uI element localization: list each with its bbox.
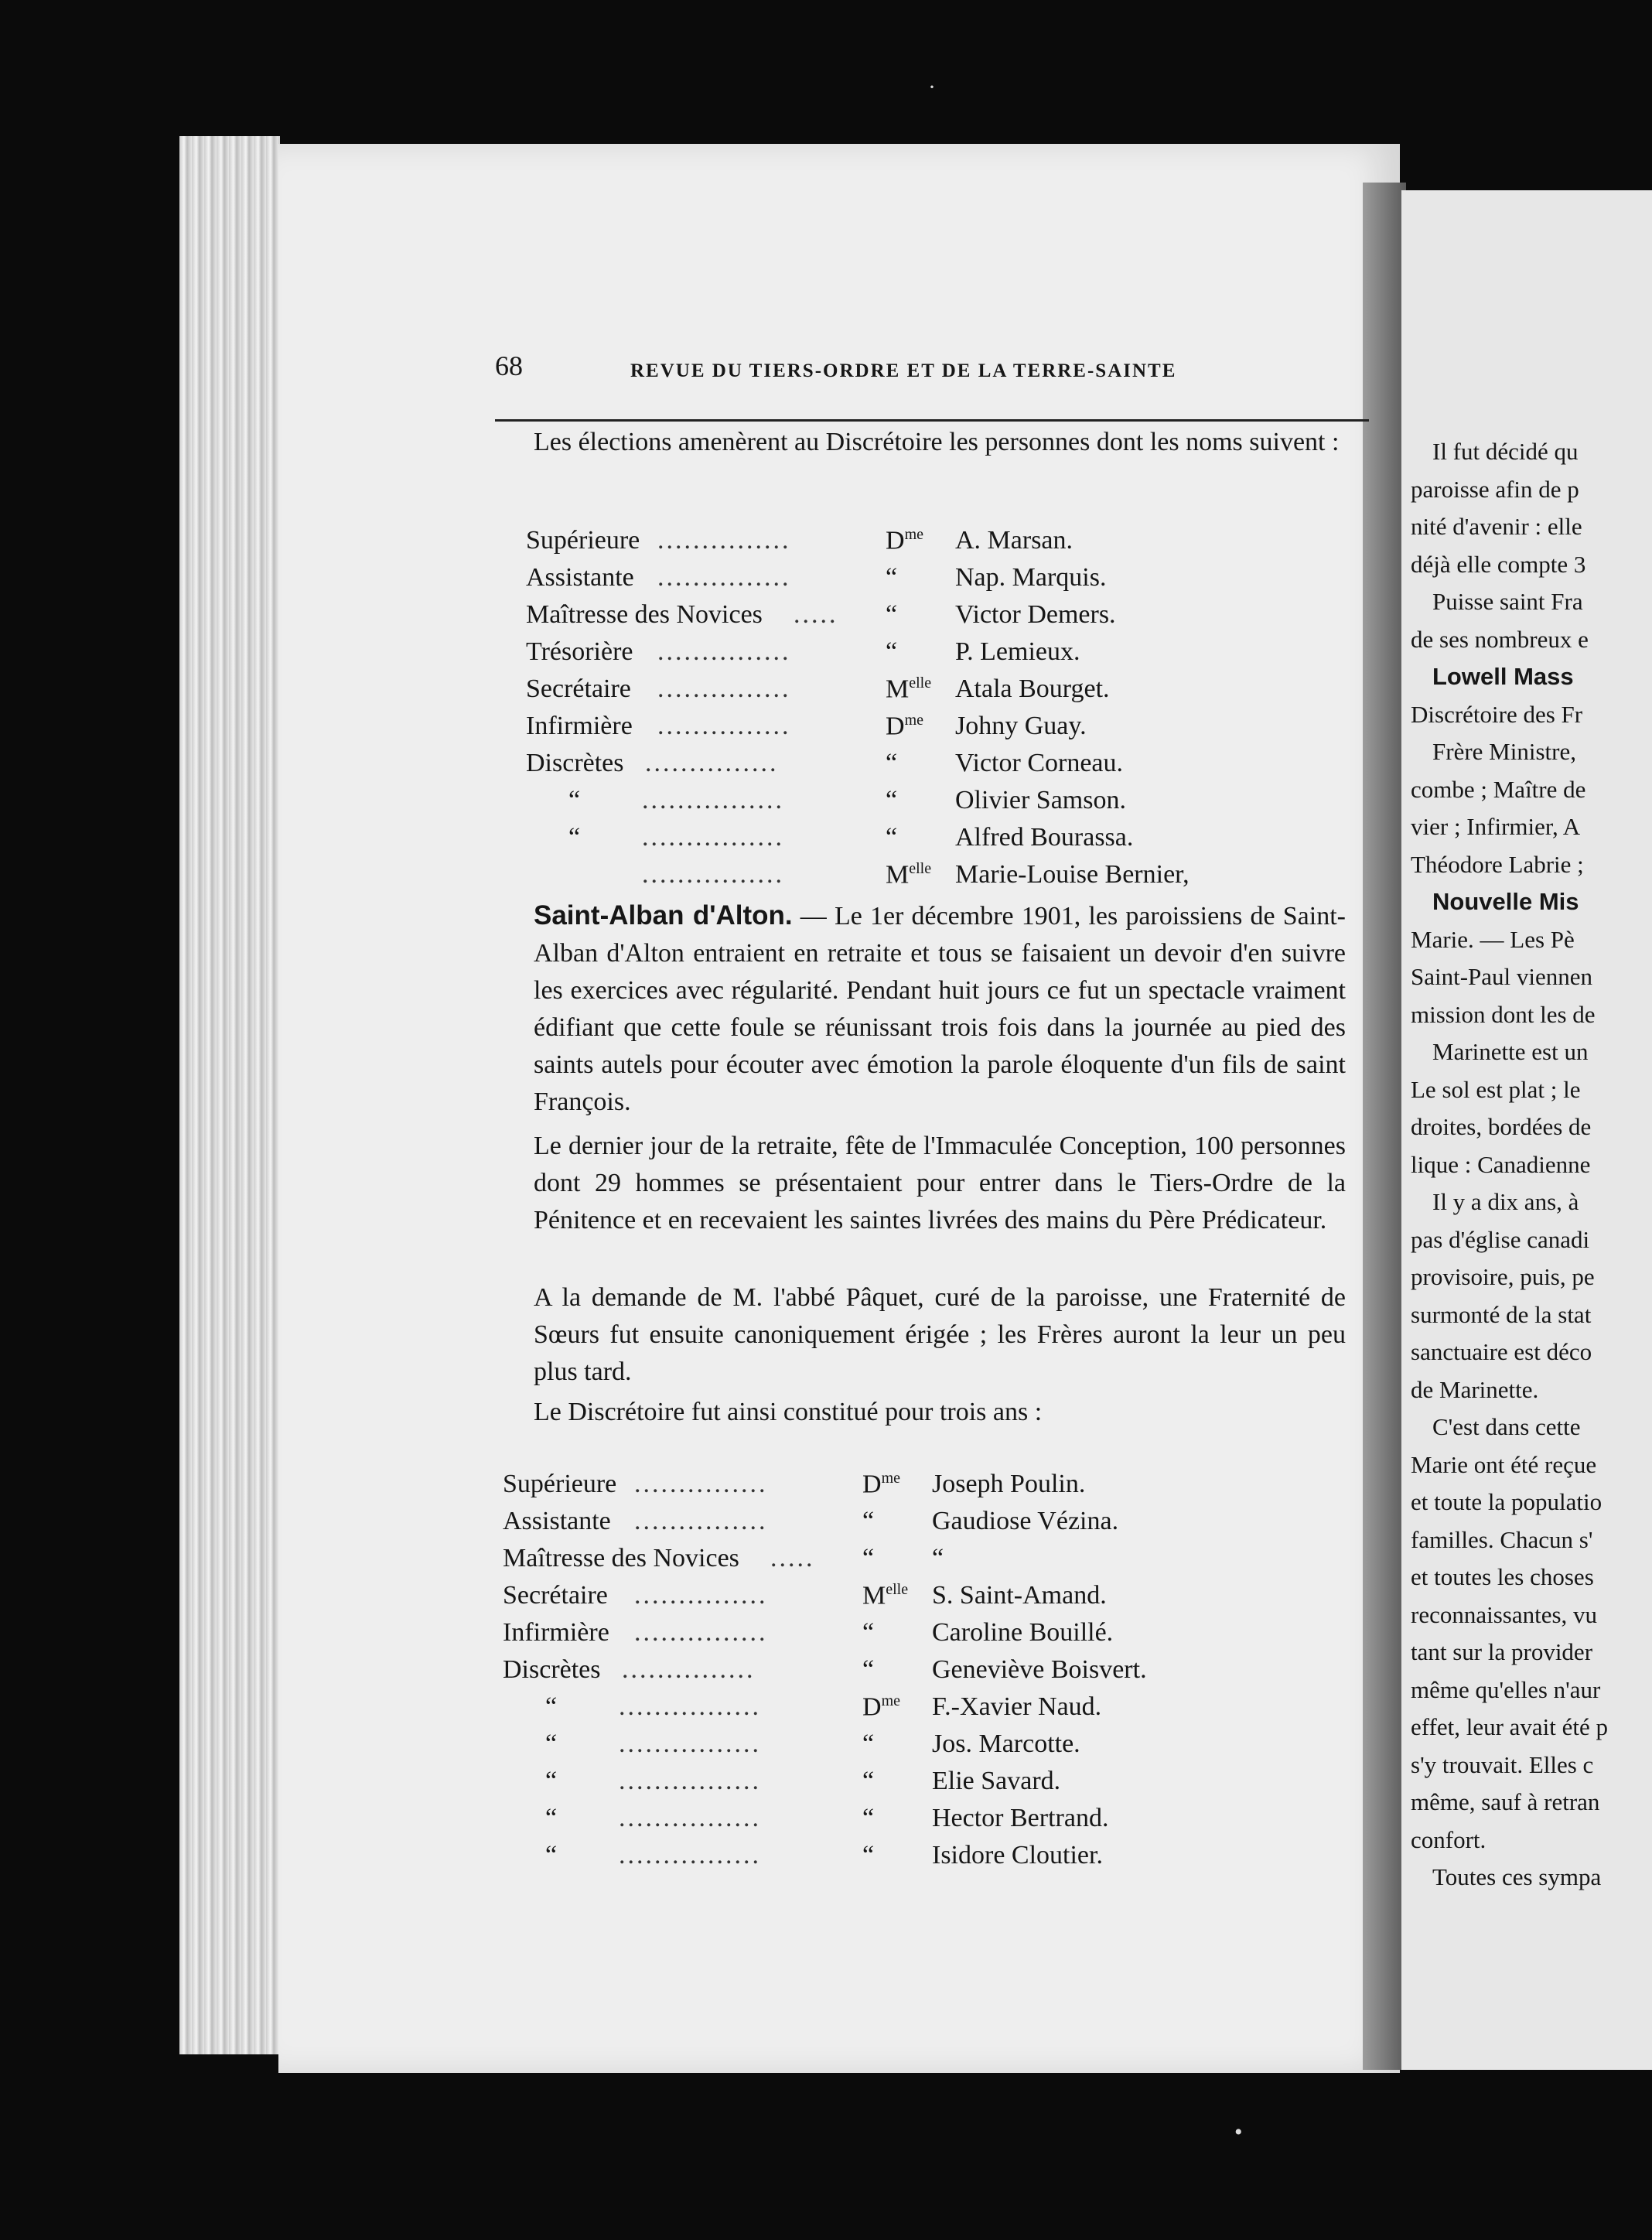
office-title: Assistante [526, 563, 634, 592]
right-page-line: Nouvelle Mis [1432, 888, 1579, 915]
office-row [526, 674, 1222, 712]
person-name: Johny Guay. [955, 712, 1087, 740]
intro-text: Les élections amenèrent au Discrétoire les personnes dont les noms suivent : [534, 428, 1340, 456]
dot-leader: ............... [657, 526, 791, 555]
right-page-line: Saint-Paul viennen [1411, 963, 1593, 990]
dot-leader: ................ [619, 1767, 761, 1795]
right-page-line: de Marinette. [1411, 1375, 1539, 1403]
dot-leader: ................ [619, 1841, 761, 1870]
person-name: Marie-Louise Bernier, [955, 860, 1190, 889]
right-page-line: provisoire, puis, pe [1411, 1263, 1595, 1290]
honorific: “ [862, 1804, 875, 1832]
right-page-line: familles. Chacun s' [1411, 1525, 1593, 1553]
person-name: Joseph Poulin. [932, 1470, 1086, 1498]
office-row [503, 1841, 1199, 1878]
office-title: Trésorière [526, 637, 633, 666]
honorific: “ [886, 749, 898, 777]
page-header [495, 350, 1377, 396]
right-page-line: de ses nombreux e [1411, 625, 1589, 653]
saint-alban-p1-text: — Le 1er décembre 1901, les paroissiens de Saint-Alban d'Alton entraient en retraite et tous se faisaient un devoir d'en suivre les exercices avec régularité. Pendant huit jours ce fut un spectacle vraiment édifiant que cette foule se réunissant trois fois dans la journée au pied des saints autels pour écouter avec émotion la parole éloquente d'un fils de saint François. [534, 902, 1346, 1116]
person-name: Nap. Marquis. [955, 563, 1107, 592]
right-page-line: déjà elle compte 3 [1411, 550, 1586, 578]
right-page [1401, 190, 1652, 2070]
saint-alban-paragraph-3 [503, 1279, 1346, 1391]
dot-leader: ............... [634, 1618, 768, 1647]
office-title: “ [568, 786, 581, 814]
person-name: S. Saint-Amand. [932, 1581, 1107, 1610]
honorific: “ [862, 1767, 875, 1795]
office-row [526, 786, 1222, 823]
honorific: “ [886, 563, 898, 592]
office-row [526, 712, 1222, 749]
film-speck: · [928, 74, 936, 100]
honorific: “ [886, 637, 898, 666]
right-page-line: pas d'église canadi [1411, 1225, 1590, 1253]
right-page-line: Il y a dix ans, à [1432, 1188, 1579, 1215]
office-title: “ [545, 1692, 558, 1721]
office-title: “ [568, 823, 581, 852]
honorific: $D^{me}$ [886, 712, 923, 741]
running-title: REVUE DU TIERS-ORDRE ET DE LA TERRE-SAINTE [630, 360, 1177, 381]
person-name: Gaudiose Vézina. [932, 1507, 1119, 1535]
honorific: “ [862, 1730, 875, 1758]
page-number: 68 [495, 350, 523, 381]
dot-leader: ..... [770, 1544, 815, 1572]
office-row [526, 600, 1222, 637]
person-name: A. Marsan. [955, 526, 1073, 555]
person-name: Isidore Cloutier. [932, 1841, 1103, 1870]
dot-leader: ............... [634, 1470, 768, 1498]
office-row [503, 1581, 1199, 1618]
right-page-line: paroisse afin de p [1411, 475, 1579, 503]
office-title: Assistante [503, 1507, 611, 1535]
honorific: “ [862, 1655, 875, 1684]
office-title: “ [545, 1767, 558, 1795]
right-page-line: nité d'avenir : elle [1411, 513, 1582, 540]
right-page-line: reconnaissantes, vu [1411, 1600, 1598, 1628]
saint-alban-paragraph-1 [503, 897, 1346, 1121]
person-name: F.-Xavier Naud. [932, 1692, 1102, 1721]
office-row [526, 526, 1222, 563]
book-gutter [1363, 183, 1406, 2070]
office-row [526, 823, 1222, 860]
right-page-line: combe ; Maître de [1411, 775, 1586, 803]
right-page-line: Marie ont été reçue [1411, 1450, 1597, 1478]
honorific: $M^{elle}$ [862, 1581, 909, 1610]
person-name: Geneviève Boisvert. [932, 1655, 1147, 1684]
saint-alban-p2-text: Le dernier jour de la retraite, fête de l'Immaculée Conception, 100 personnes dont 29 hommes se présentaient pour entrer dans le Tiers-Ordre de la Pénitence et en recevaient les saintes livrées des mains du Père Prédicateur. [534, 1132, 1346, 1234]
honorific: “ [862, 1544, 875, 1572]
honorific: $M^{elle}$ [886, 860, 932, 890]
person-name: “ [932, 1544, 944, 1572]
person-name: Olivier Samson. [955, 786, 1126, 814]
dot-leader: ............... [657, 637, 791, 666]
header-rule [495, 419, 1369, 422]
office-row [503, 1804, 1199, 1841]
honorific: “ [886, 600, 898, 629]
dot-leader: ............... [657, 712, 791, 740]
office-title: Maîtresse des Novices [526, 600, 763, 629]
honorific: “ [886, 786, 898, 814]
person-name: Caroline Bouillé. [932, 1618, 1114, 1647]
right-page-line: Toutes ces sympa [1432, 1863, 1602, 1890]
right-page-line: lique : Canadienne [1411, 1150, 1591, 1178]
office-row [503, 1544, 1199, 1581]
office-row [503, 1507, 1199, 1544]
honorific: $D^{me}$ [862, 1692, 900, 1722]
dot-leader: ................ [619, 1692, 761, 1721]
office-row [503, 1730, 1199, 1767]
dot-leader: ................ [619, 1730, 761, 1758]
person-name: Hector Bertrand. [932, 1804, 1109, 1832]
section-heading-saint-alban: Saint-Alban d'Alton. [534, 900, 793, 930]
office-title: “ [545, 1730, 558, 1758]
office-title: Discrètes [503, 1655, 601, 1684]
office-row [526, 749, 1222, 786]
person-name: P. Lemieux. [955, 637, 1080, 666]
office-row [503, 1767, 1199, 1804]
dot-leader: ................ [642, 786, 784, 814]
honorific: $D^{me}$ [886, 526, 923, 555]
dot-leader: ................ [642, 823, 784, 852]
right-page-line: même qu'elles n'aur [1411, 1675, 1601, 1703]
right-page-line: Frère Ministre, [1432, 738, 1576, 765]
office-title: Discrètes [526, 749, 624, 777]
office-title: Infirmière [526, 712, 633, 740]
office-title: “ [545, 1804, 558, 1832]
dot-leader: ................ [642, 860, 784, 889]
right-page-line: Marinette est un [1432, 1038, 1589, 1065]
office-row [526, 860, 1222, 897]
right-page-line: vier ; Infirmier, A [1411, 813, 1581, 840]
person-name: Jos. Marcotte. [932, 1730, 1080, 1758]
right-page-line: confort. [1411, 1825, 1486, 1853]
right-page-line: droites, bordées de [1411, 1113, 1592, 1140]
dot-leader: ............... [634, 1507, 768, 1535]
person-name: Victor Corneau. [955, 749, 1123, 777]
right-page-line: sanctuaire est déco [1411, 1338, 1592, 1365]
right-page-line: Puisse saint Fra [1432, 588, 1583, 615]
office-title: “ [545, 1841, 558, 1870]
honorific: “ [862, 1618, 875, 1647]
right-page-line: effet, leur avait été p [1411, 1713, 1609, 1740]
honorific: $D^{me}$ [862, 1470, 900, 1499]
dot-leader: ............... [622, 1655, 756, 1684]
right-page-line: s'y trouvait. Elles c [1411, 1750, 1594, 1778]
office-title: Supérieure [526, 526, 640, 555]
right-page-line: même, sauf à retran [1411, 1788, 1600, 1815]
right-page-line: Marie. — Les Pè [1411, 925, 1575, 953]
dot-leader: ................ [619, 1804, 761, 1832]
office-row [503, 1655, 1199, 1692]
saint-alban-paragraph-2 [503, 1128, 1346, 1239]
right-page-line: Théodore Labrie ; [1411, 850, 1584, 878]
book-page-edges [179, 136, 280, 2054]
right-page-line: Le sol est plat ; le [1411, 1075, 1581, 1103]
right-page-line: surmonté de la stat [1411, 1300, 1592, 1328]
office-row [503, 1470, 1199, 1507]
right-page-line: Discrétoire des Fr [1411, 700, 1583, 728]
right-page-line: et toutes les choses [1411, 1563, 1594, 1590]
right-page-line: tant sur la provider [1411, 1638, 1593, 1665]
honorific: $M^{elle}$ [886, 674, 932, 704]
dot-leader: ............... [634, 1581, 768, 1610]
office-title: Secrétaire [526, 674, 631, 703]
office-title: Infirmière [503, 1618, 609, 1647]
saint-alban-p4-text: Le Discrétoire fut ainsi constitué pour trois ans : [534, 1398, 1043, 1426]
dot-leader: ..... [794, 600, 838, 629]
right-page-line: Lowell Mass [1432, 663, 1574, 690]
honorific: “ [886, 823, 898, 852]
saint-alban-p3-text: A la demande de M. l'abbé Pâquet, curé de la paroisse, une Fraternité de Sœurs fut ensuite canoniquement érigée ; les Frères auront la leur un peu plus tard. [534, 1283, 1346, 1386]
intro-paragraph [503, 424, 1346, 461]
person-name: Victor Demers. [955, 600, 1116, 629]
office-row [526, 563, 1222, 600]
dot-leader: ............... [657, 674, 791, 703]
office-row [503, 1618, 1199, 1655]
dot-leader: ............... [657, 563, 791, 592]
dot-leader: ............... [645, 749, 779, 777]
office-row [526, 637, 1222, 674]
office-title: Supérieure [503, 1470, 617, 1498]
person-name: Atala Bourget. [955, 674, 1110, 703]
office-title: Maîtresse des Novices [503, 1544, 739, 1572]
honorific: “ [862, 1507, 875, 1535]
honorific: “ [862, 1841, 875, 1870]
right-page-line: Il fut décidé qu [1432, 438, 1579, 465]
right-page-line: mission dont les de [1411, 1000, 1596, 1028]
office-row [503, 1692, 1199, 1730]
right-page-line: C'est dans cette [1432, 1413, 1581, 1440]
person-name: Elie Savard. [932, 1767, 1061, 1795]
right-page-line: et toute la populatio [1411, 1488, 1603, 1515]
office-title: Secrétaire [503, 1581, 608, 1610]
person-name: Alfred Bourassa. [955, 823, 1134, 852]
saint-alban-paragraph-4 [503, 1394, 1346, 1431]
film-speck: • [1234, 2119, 1243, 2145]
